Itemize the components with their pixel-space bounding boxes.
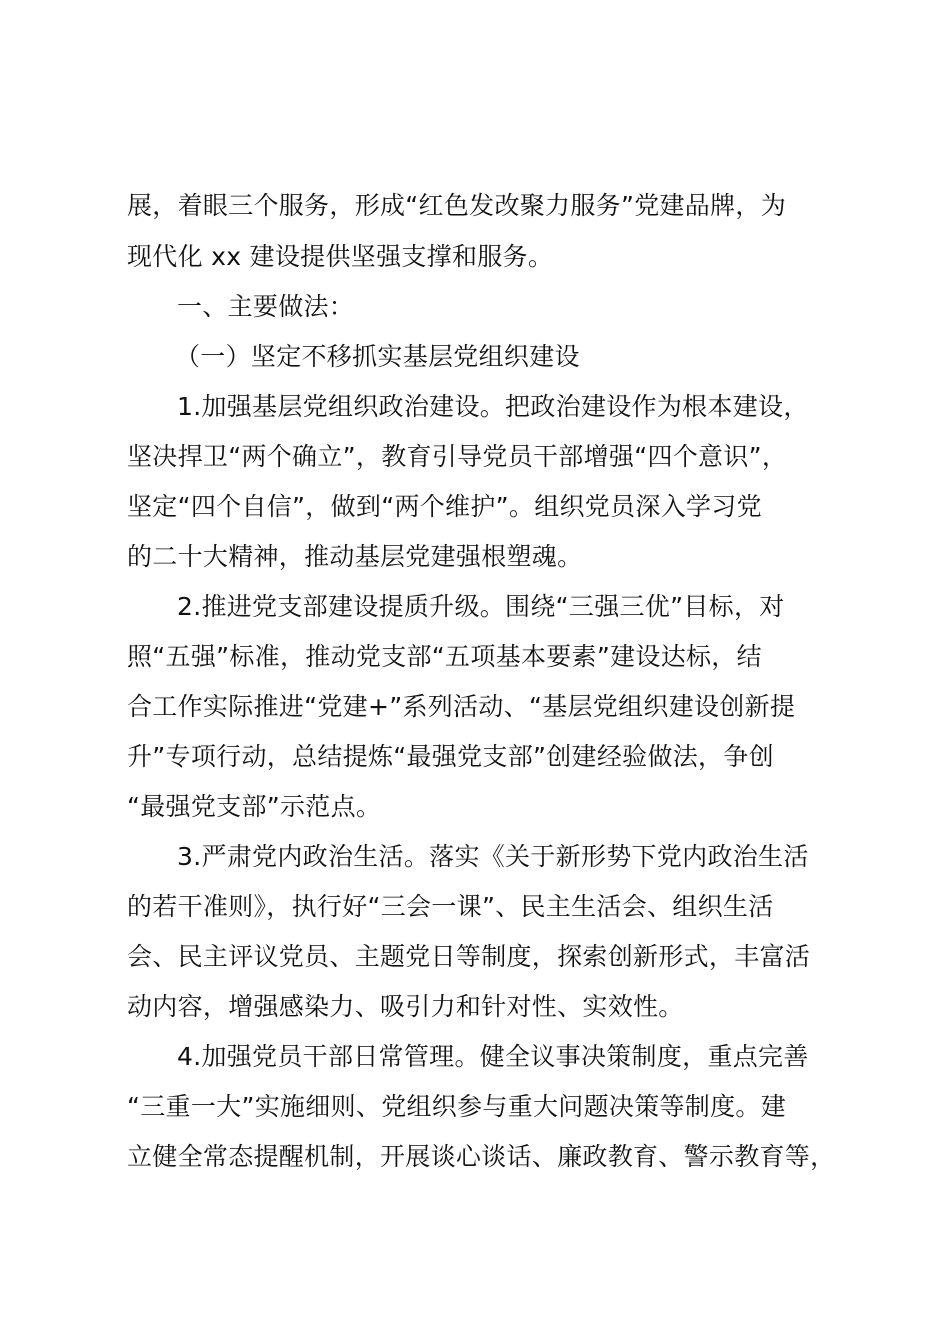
text-line-20: 立健全常态提醒机制，开展谈心谈话、廉政教育、警示教育等， [127,1142,836,1171]
text-line-14: 3.严肃党内政治生活。落实《关于新形势下党内政治生活 [177,842,809,871]
text-line-13: “最强党支部”示范点。 [127,792,382,821]
text-line-11: 合工作实际推进“党建+”系列活动、“基层党组织建设创新提 [127,692,796,721]
text-line-16: 会、民主评议党员、主题党日等制度，探索创新形式，丰富活 [127,942,811,971]
text-line-6: 坚决捍卫“两个确立”，教育引导党员干部增强“四个意识”， [127,442,788,471]
section-heading: 一、主要做法： [177,292,355,321]
subsection-heading: （一）坚定不移抓实基层党组织建设 [175,342,580,371]
text-line-1: 展，着眼三个服务，形成“红色发改聚力服务”党建品牌，为 [127,191,787,220]
text-line-17: 动内容，增强感染力、吸引力和针对性、实效性。 [127,992,684,1021]
text-line-18: 4.加强党员干部日常管理。健全议事决策制度，重点完善 [177,1042,809,1071]
text-line-8: 的二十大精神，推动基层党建强根塑魂。 [127,542,583,571]
text-line-19: “三重一大”实施细则、党组织参与重大问题决策等制度。建 [127,1092,787,1121]
text-line-10: 照“五强”标准，推动党支部“五项基本要素”建设达标，结 [127,642,762,671]
text-line-12: 升”专项行动，总结提炼“最强党支部”创建经验做法，争创 [127,742,774,771]
text-line-7: 坚定“四个自信”，做到“两个维护”。组织党员深入学习党 [127,492,762,521]
text-line-9: 2.推进党支部建设提质升级。围绕“三强三优”目标，对 [177,592,785,621]
text-line-15: 的若干准则》，执行好“三会一课”、民主生活会、组织生活 [127,892,774,921]
text-line-5: 1.加强基层党组织政治建设。把政治建设作为根本建设， [177,392,809,421]
text-line-2: 现代化 xx 建设提供坚强支撑和服务。 [127,242,554,271]
